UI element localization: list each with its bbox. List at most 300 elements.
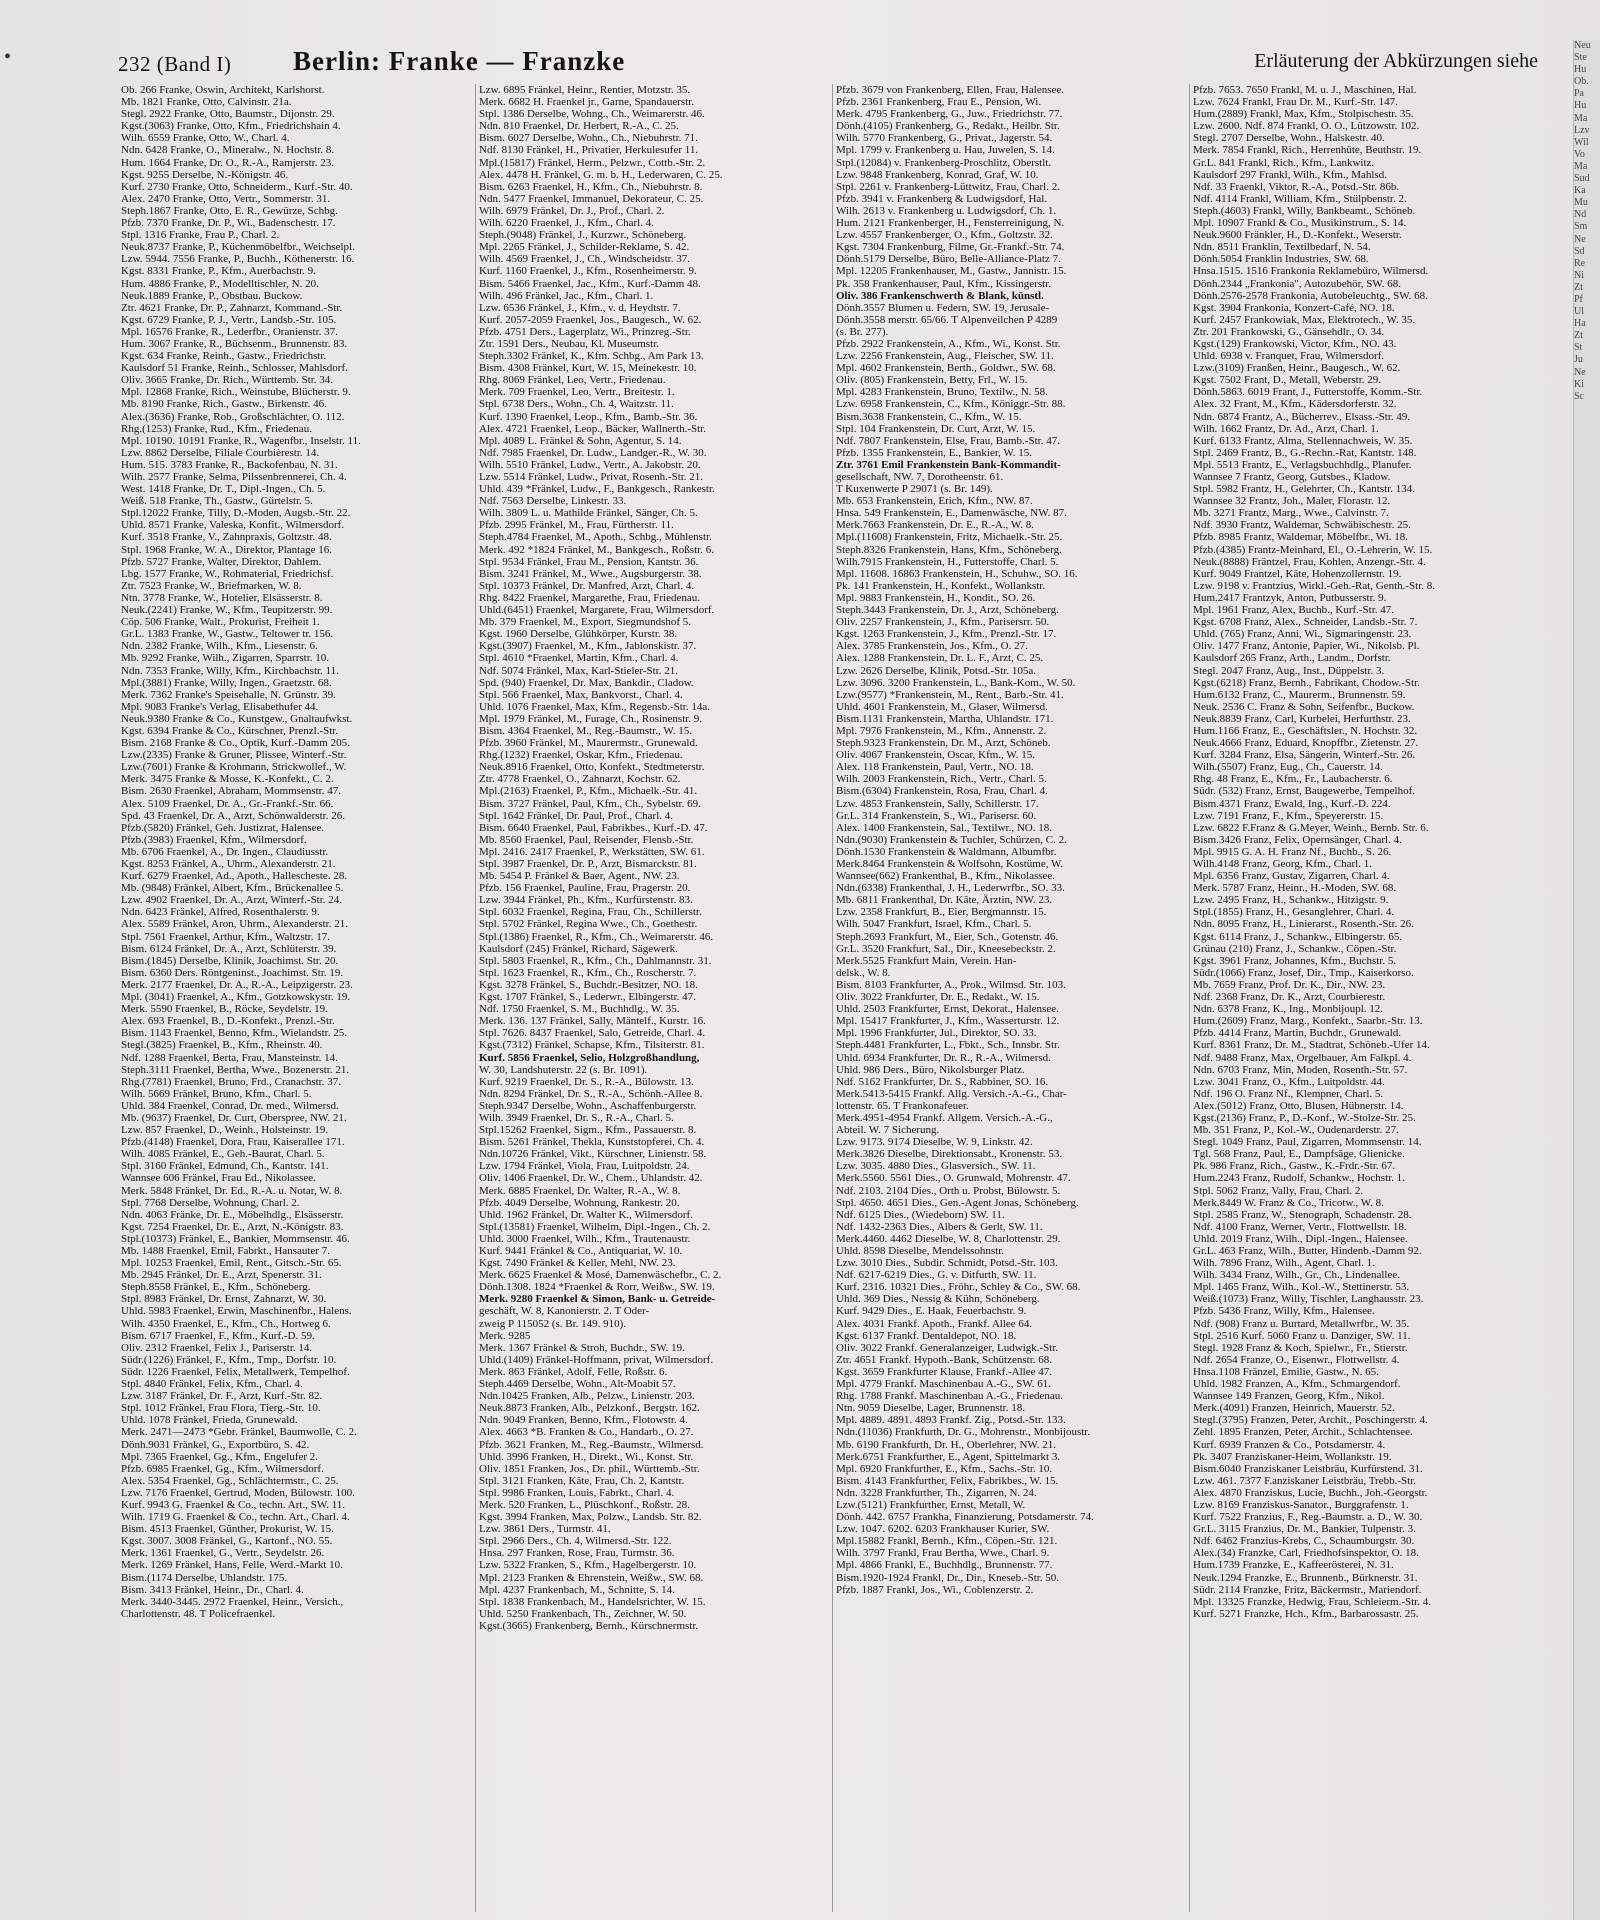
- directory-entry: Ndn. 4063 Fränke, Dr. E., Möbelhdlg., Elsässerstr.: [121, 1208, 344, 1221]
- edge-fragment: Ne: [1574, 233, 1586, 245]
- directory-entry: Bism. 1143 Fraenkel, Benno, Kfm., Wielandstr. 25.: [121, 1027, 347, 1040]
- directory-entry: Abteil. W. 7 Sicherung.: [836, 1124, 940, 1137]
- directory-entry: Oliv. 1851 Franken, Jos., Dr. phil., Württemb.-Str.: [479, 1462, 700, 1475]
- directory-entry: Ndf. (908) Franz u. Burtard, Metallwrfbr., W. 35.: [1193, 1317, 1410, 1330]
- directory-entry: Stpl.(1855) Franz, H., Gesanglehrer, Charl. 4.: [1193, 906, 1395, 919]
- directory-entry: Lzw. 4557 Frankenberger, O., Kfm., Goltzstr. 32.: [836, 229, 1053, 242]
- directory-entry: Mpl. 10907 Frankl & Co., Musikinstrum., S. 14.: [1193, 217, 1407, 230]
- directory-entry: Südr.(1226) Fränkel, F., Kfm., Tmp., Dorfstr. 10.: [121, 1353, 337, 1366]
- directory-entry: Mb. 379 Fraenkel, M., Export, Siegmundshof 5.: [479, 616, 692, 629]
- directory-entry: Mb. 6706 Fraenkel, A., Dr. Ingen., Claudiusstr.: [121, 845, 329, 858]
- edge-fragment: Sd: [1574, 245, 1585, 257]
- directory-entry: Lbg. 1577 Franke, W., Rohmaterial, Friedrichsf.: [121, 567, 334, 580]
- directory-entry: Ndn.(11036) Frankfurth, Dr. G., Mohrenstr., Monbijoustr.: [836, 1426, 1091, 1439]
- binding-hole-mark: •: [4, 46, 12, 68]
- directory-entry: Merk. 9280 Fraenkel & Simon, Bank- u. Getreide-: [479, 1293, 716, 1306]
- directory-entry: Neuk.(2241) Franke, W., Kfm., Teupitzerstr. 99.: [121, 604, 333, 617]
- directory-entry: Rhg. 8422 Fraenkel, Margarethe, Frau, Friedenau.: [479, 591, 700, 604]
- directory-entry: Mpl. 6356 Franz, Gustav, Zigarren, Charl. 4.: [1193, 870, 1390, 883]
- directory-entry: Bism.(1174 Derselbe, Uhlandstr. 175.: [121, 1571, 288, 1584]
- directory-entry: Ndf. 5074 Fränkel, Max, Karl-Stieler-Str. 21.: [479, 664, 678, 677]
- directory-entry: Uhld. 1078 Fränkel, Frieda, Grunewald.: [121, 1414, 298, 1427]
- directory-entry: Ztr. 201 Frankowski, G., Gänsehdlr., O. 34.: [1193, 325, 1385, 338]
- directory-entry: Alex. 4663 *B. Franken & Co., Handarb., O. 27.: [479, 1426, 694, 1439]
- directory-entry: Stpl. 7561 Fraenkel, Arthur, Kfm., Waltzstr. 17.: [121, 930, 330, 943]
- directory-entry: Kurf. 6279 Fraenkel, Ad., Apoth., Hallescheste. 28.: [121, 870, 348, 883]
- directory-entry: Kgst. 8253 Fränkel, A., Uhrm., Alexanderstr. 21.: [121, 858, 336, 870]
- directory-entry: zweig P 115052 (s. Br. 149. 910).: [479, 1317, 627, 1330]
- directory-entry: Südr. 2114 Franzke, Fritz, Bäckermstr., Mariendorf.: [1193, 1583, 1422, 1596]
- directory-entry: Neuk.1294 Franzke, E., Brunnenb., Bürknerstr. 31.: [1193, 1571, 1418, 1584]
- directory-entry: Steph.9347 Derselbe, Wohn., Aschaffenburgerstr.: [479, 1099, 697, 1112]
- directory-entry: Bism. 4308 Fränkel, Kurt, W. 15, Meinekestr. 10.: [479, 362, 697, 375]
- directory-entry: W. 30, Landshuterstr. 22 (s. Br. 1091).: [479, 1063, 648, 1076]
- directory-entry: Kgst. 7304 Frankenburg, Filme, Gr.-Frankf.-Str. 74.: [836, 241, 1065, 254]
- directory-entry: Lzw. 6895 Fränkel, Heinr., Rentier, Motzstr. 35.: [479, 84, 691, 96]
- directory-entry: Mb. 8190 Franke, Rich., Gastw., Birkenstr. 46.: [121, 398, 327, 411]
- directory-entry: Mpl. 13325 Franzke, Hedwig, Frau, Schleierm.-Str. 4.: [1193, 1595, 1431, 1608]
- edge-fragment: Wil: [1574, 136, 1589, 148]
- directory-entry: Rhg. 48 Franz, E., Kfm., Fr., Laubacherstr. 6.: [1193, 773, 1393, 786]
- directory-entry: delsk., W. 8.: [836, 966, 891, 979]
- directory-entry: Mb. 3271 Frantz, Marg., Wwe., Calvinstr. 7.: [1193, 507, 1389, 520]
- directory-entry: Mpl.(15817) Fränkel, Herm., Pelzwr., Cottb.-Str. 2.: [479, 156, 706, 169]
- directory-entry: Stpl. 5803 Fraenkel, R., Kfm., Ch., Dahlmannstr. 31.: [479, 954, 712, 967]
- directory-entry: Wilh.7915 Frankenstein, H., Futterstoffe, Charl. 5.: [836, 555, 1059, 568]
- directory-entry: Oliv. 386 Frankenschwerth & Blank, künstl.: [836, 289, 1044, 302]
- edge-fragment: Ju: [1574, 354, 1583, 366]
- directory-entry: Merk. 3475 Franke & Mosse, K.-Konfekt., C. 2.: [121, 773, 334, 786]
- directory-entry: Pfzb. 4049 Derselbe, Wohnung, Rankestr. 20.: [479, 1196, 680, 1209]
- directory-entry: Hum. 2121 Frankenberger, H., Fensterreinigung, N.: [836, 217, 1065, 230]
- directory-entry: Hum.6132 Franz, C., Maurerm., Brunnenstr. 59.: [1193, 688, 1406, 701]
- directory-entry: Mpl. 2123 Franken & Ehrenstein, Weißw., SW. 68.: [479, 1571, 704, 1584]
- directory-entry: Mpl. 4866 Frankl, E., Buchhdlg., Brunnenstr. 77.: [836, 1559, 1053, 1572]
- directory-entry: Stpl. 1838 Frankenbach, M., Handelsrichter, W. 15.: [479, 1595, 706, 1608]
- directory-entry: Merk. 3440-3445. 2972 Fraenkel, Heinr., Versich.,: [121, 1595, 344, 1608]
- directory-entry: Steph.1867 Franke, Otto, E. R., Gewürze, Schbg.: [121, 204, 338, 217]
- directory-entry: Merk.5413-5415 Frankf. Allg. Versich.-A.-G., Char-: [836, 1087, 1067, 1100]
- directory-entry: Merk. 9285: [479, 1329, 531, 1342]
- directory-entry: Ndn.(9030) Frankenstein & Tuchler, Schürzen, C. 2.: [836, 833, 1067, 846]
- directory-entry: Merk. 6682 H. Fraenkel jr., Garne, Spandauerstr.: [479, 96, 695, 109]
- directory-entry: Mpl. 1961 Franz, Alex, Buchb., Kurf.-Str. 47.: [1193, 604, 1395, 617]
- directory-entry: Merk. 2471—2473 *Gebr. Fränkel, Baumwolle, C. 2.: [121, 1426, 357, 1439]
- directory-entry: Stpl. 10373 Fränkel, Dr. Manfred, Arzt, Charl. 4.: [479, 579, 695, 592]
- edge-fragment: St: [1574, 342, 1583, 354]
- directory-entry: Uhld. 6938 v. Franquet, Frau, Wilmersdorf.: [1193, 350, 1385, 363]
- directory-entry: Merk. 4795 Frankenberg, G., Juw., Friedrichstr. 77.: [836, 108, 1063, 121]
- directory-entry: Neuk.9380 Franke & Co., Kunstgew., Gnaltaufwkst.: [121, 712, 353, 725]
- directory-entry: Mpl. 4283 Frankenstein, Bruno, Textilw., N. 58.: [836, 386, 1048, 399]
- directory-entry: Lzw.(7601) Franke & Krohmann, Strickwollef., W.: [121, 761, 347, 774]
- directory-entry: Hnsa.1515. 1516 Frankonia Reklamebüro, Wilmersd.: [1193, 265, 1429, 278]
- directory-entry: Lzw. 6958 Frankenstein, C., Kfm., Königgr.-Str. 88.: [836, 398, 1066, 411]
- directory-entry: Wilh. 6979 Fränkel, Dr. J., Prof., Charl. 2.: [479, 204, 665, 217]
- directory-entry: Mpl. 4779 Frankf. Maschinenbau A.-G., SW. 61.: [836, 1378, 1051, 1391]
- directory-entry: Ndn. 6428 Franke, O., Mineralw., N. Hochstr. 8.: [121, 144, 335, 157]
- directory-entry: Lzw. 3096. 3200 Frankenstein, L., Bank-Kom., W. 50.: [836, 676, 1076, 689]
- directory-entry: Stegl. 2922 Franke, Otto, Baumstr., Dijonstr. 29.: [121, 108, 335, 121]
- directory-entry: Pfzb. 5727 Franke, Walter, Direktor, Dahlem.: [121, 555, 322, 568]
- directory-entry: Kgst. 6137 Frankf. Dentaldepot, NO. 18.: [836, 1329, 1017, 1342]
- directory-entry: Kaulsdorf (245) Fränkel, Richard, Sägewerk.: [479, 942, 678, 955]
- directory-entry: Lzw. 3187 Fränkel, Dr. F., Arzt, Kurf.-Str. 82.: [121, 1390, 323, 1403]
- directory-entry: Hum.1739 Franzke, E., Kaffeerösterei, N. 31.: [1193, 1559, 1394, 1572]
- directory-entry: Dönh.5179 Derselbe, Büro, Belle-Alliance-Platz 7.: [836, 253, 1061, 266]
- directory-entry: Alex.(5012) Franz, Otto, Blusen, Hübnerstr. 14.: [1193, 1099, 1404, 1112]
- directory-entry: Oliv. 4067 Frankenstein, Oscar, Kfm., W. 15.: [836, 749, 1035, 762]
- directory-entry: Lzw. 857 Fraenkel, D., Weinh., Holsteinstr. 19.: [121, 1124, 329, 1137]
- directory-entry: Kurf. 1390 Fraenkel, Leop., Kfm., Bamb.-Str. 36.: [479, 410, 698, 423]
- directory-entry: Pfzb.(4148) Fraenkel, Dora, Frau, Kaiserallee 171.: [121, 1136, 345, 1149]
- directory-entry: (s. Br. 277).: [836, 325, 889, 338]
- directory-entry: Stpl. 2585 Franz, W., Stenograph, Schadenstr. 28.: [1193, 1208, 1412, 1221]
- directory-entry: Charlottenstr. 48. T Policefraenkel.: [121, 1607, 276, 1620]
- directory-entry: Dönh.5863. 6019 Frant, J., Futterstoffe, Komm.-Str.: [1193, 386, 1423, 399]
- directory-entry: Alex. 1288 Frankenstein, Dr. L. F., Arzt, C. 25.: [836, 652, 1044, 665]
- directory-entry: Lzw. 1047. 6202. 6203 Frankhauser Kurier, SW.: [836, 1523, 1050, 1536]
- directory-entry: Gr.L. 1383 Franke, W., Gastw., Teltower tr. 156.: [121, 628, 334, 641]
- directory-entry: Wannsee 7 Frantz, Georg, Gutsbes., Kladow.: [1193, 471, 1391, 483]
- directory-entry: Wilh.4148 Franz, Georg, Kfm., Charl. 1.: [1193, 858, 1372, 870]
- directory-entry: Dönh. 442. 6757 Frankha, Finanzierung, Potsdamerstr. 74.: [836, 1511, 1094, 1524]
- directory-entry: Stpl.(12084) v. Frankenberg-Proschlitz, Oberstlt.: [836, 156, 1052, 169]
- directory-entry: Gr.L. 3520 Frankfurt, Sal., Dir., Kneesebeckstr. 2.: [836, 942, 1056, 955]
- directory-entry: Kurf. 9943 G. Fraenkel & Co., techn. Art., SW. 11.: [121, 1498, 346, 1511]
- directory-entry: Mpl. 10190. 10191 Franke, R., Wagenfbr., Inselstr. 11.: [121, 434, 361, 447]
- directory-entry: Pfzb.(4385) Frantz-Meinhard, El., O.-Lehrerin, W. 15.: [1193, 543, 1433, 556]
- directory-entry: Ndf. 4114 Frankl, William, Kfm., Stülpbenstr. 2.: [1193, 192, 1407, 205]
- directory-entry: Pfzb. 7370 Franke, Dr. P., Wi., Badenschestr. 17.: [121, 217, 336, 230]
- directory-entry: Lzw. 7191 Franz, F., Kfm., Speyererstr. 15.: [1193, 809, 1384, 822]
- directory-entry: Ndf. 2368 Franz, Dr. K., Arzt, Courbierestr.: [1193, 991, 1386, 1004]
- directory-entry: Merk. 1269 Fränkel, Hans, Felle, Werd.-Markt 10.: [121, 1559, 343, 1572]
- directory-entry: Pfzb.(5820) Fränkel, Geh. Justizrat, Halensee.: [121, 821, 325, 834]
- directory-entry: Bism.4371 Franz, Ewald, Ing., Kurf.-D. 224.: [1193, 797, 1391, 810]
- directory-entry: Kgst.(3907) Fraenkel, M., Kfm., Jablonskistr. 37.: [479, 640, 697, 653]
- directory-entry: Dönh.3558 merstr. 65/66. T Alpenveilchen P 4289: [836, 313, 1058, 326]
- directory-entry: Steph.(9048) Fränkel, J., Kurzwr., Schöneberg.: [479, 229, 687, 242]
- directory-entry: Lzw. 6536 Fränkel, J., Kfm., v. d. Heydtstr. 7.: [479, 301, 681, 314]
- directory-entry: Kgst. 7502 Frant, D., Metall, Weberstr. 29.: [1193, 374, 1382, 387]
- directory-entry: Steph.8558 Fränkel, E., Kfm., Schöneberg.: [121, 1281, 311, 1294]
- directory-entry: Stpl.(1386) Fraenkel, R., Kfm., Ch., Weimarerstr. 46.: [479, 930, 714, 943]
- directory-entry: Kurf. 9219 Fraenkel, Dr. S., R.-A., Bülowstr. 13.: [479, 1075, 694, 1088]
- directory-entry: Stpl.15262 Fraenkel, Sigm., Kfm., Passauerstr. 8.: [479, 1124, 697, 1137]
- directory-column-3: [832, 84, 1189, 1912]
- directory-entry: Gr.L. 841 Frankl, Rich., Kfm., Lankwitz.: [1193, 156, 1375, 169]
- directory-entry: Wilh. 2613 v. Frankenberg u. Ludwigsdorf, Ch. 1.: [836, 204, 1057, 217]
- directory-entry: Merk.4460. 4462 Dieselbe, W. 8, Charlottenstr. 29.: [836, 1232, 1061, 1245]
- directory-entry: Uhld. 5983 Fraenkel, Erwin, Maschinenfbr., Halens.: [121, 1305, 352, 1318]
- directory-entry: Lzw. 3010 Dies., Subdir. Schmidt, Potsd.-Str. 103.: [836, 1257, 1058, 1270]
- edge-fragment: Neu: [1574, 40, 1591, 51]
- directory-entry: Alex. 32 Frant, M., Kfm., Kädersdorferstr. 32.: [1193, 398, 1397, 411]
- directory-entry: Alex. 3785 Frankenstein, Jos., Kfm., O. 27.: [836, 640, 1028, 653]
- directory-entry: Ndf. 7563 Derselbe, Linkestr. 33.: [479, 495, 627, 508]
- edge-fragment: Hu: [1574, 100, 1587, 112]
- directory-entry: Alex. 4721 Fraenkel, Leop., Bäcker, Wallnerth.-Str.: [479, 422, 706, 435]
- directory-entry: Alex. 5354 Fraenkel, Gg., Schlächtermstr., C. 25.: [121, 1474, 339, 1487]
- directory-entry: Bism.1920-1924 Frankl, Dr., Dir., Kneseb.-Str. 50.: [836, 1571, 1060, 1584]
- directory-entry: Pfzb. 4751 Ders., Lagerplatz, Wi., Prinzreg.-Str.: [479, 325, 691, 338]
- directory-entry: Ndn. 6423 Fränkel, Alfred, Rosenthalerstr. 9.: [121, 906, 320, 919]
- directory-column-1: [118, 84, 475, 1912]
- directory-entry: Uhld. 1982 Franzen, A., Kfm., Schmargendorf.: [1193, 1378, 1401, 1391]
- directory-entry: Mpl. 2416. 2417 Fraenkel, P., Werkstätten, SW. 61.: [479, 845, 705, 858]
- directory-entry: Wilh. 6220 Fraenkel, J., Kfm., Charl. 4.: [479, 217, 654, 230]
- directory-entry: Lzw. 3041 Franz, O., Kfm., Luitpoldstr. 44.: [1193, 1075, 1385, 1088]
- directory-entry: Uhld. 8598 Dieselbe, Mendelssohnstr.: [836, 1245, 1005, 1257]
- directory-entry: Mb. 1488 Fraenkel, Emil, Fabrkt., Hansauter 7.: [121, 1245, 330, 1257]
- directory-entry: Bism. 3241 Fränkel, M., Wwe., Augsburgerstr. 38.: [479, 567, 702, 580]
- directory-entry: Uhld. 439 *Fränkel, Ludw., F., Bankgesch., Rankestr.: [479, 483, 715, 496]
- directory-entry: Kurf. 5271 Franzke, Hch., Kfm., Barbarossastr. 25.: [1193, 1607, 1419, 1620]
- directory-entry: Mb. 351 Franz, P., Kol.-W., Oudenarderstr. 27.: [1193, 1124, 1399, 1137]
- edge-fragment: Zt: [1574, 330, 1583, 342]
- directory-entry: Oliv. 3665 Franke, Dr. Rich., Württemb. Str. 34.: [121, 374, 334, 387]
- directory-entry: Uhld. 2019 Franz, Wilh., Dipl.-Ingen., Halensee.: [1193, 1232, 1408, 1245]
- directory-entry: Merk. 5590 Fraenkel, B., Röcke, Seydelstr. 19.: [121, 1003, 328, 1016]
- directory-entry: Lzw. 3944 Fränkel, Ph., Kfm., Kurfürstenstr. 83.: [479, 894, 693, 907]
- directory-entry: Weiß.(1073) Franz, Willy, Tischler, Langhausstr. 23.: [1193, 1293, 1424, 1306]
- directory-entry: Stegl. 2047 Franz, Aug., Inst., Düppelstr. 3.: [1193, 664, 1385, 677]
- directory-entry: Wilh. 5510 Fränkel, Ludw., Vertr., A. Jakobstr. 20.: [479, 458, 701, 471]
- directory-entry: Stegl.(3825) Fraenkel, B., Kfm., Rheinstr. 40.: [121, 1039, 323, 1052]
- directory-entry: Ndn. 8294 Fränkel, Dr. S., R.-A., Schönh.-Allee 8.: [479, 1087, 703, 1100]
- directory-entry: Uhld. 2503 Frankfurter, Ernst, Dekorat., Halensee.: [836, 1003, 1059, 1016]
- directory-entry: Mpl. 4889. 4891. 4893 Frankf. Zig., Potsd.-Str. 133.: [836, 1414, 1066, 1427]
- directory-entry: Bism. 6124 Fränkel, Dr. A., Arzt, Schlüterstr. 39.: [121, 942, 337, 955]
- directory-entry: Bism. 2168 Franke & Co., Optik, Kurf.-Damm 205.: [121, 737, 350, 750]
- edge-fragment: Pa: [1574, 88, 1584, 100]
- directory-entry: T Kuxenwerte P 29071 (s. Br. 149).: [836, 483, 993, 496]
- directory-entry: Kgst.(2136) Franz, P., D.-Konf., W.-Stolze-Str. 25.: [1193, 1111, 1416, 1124]
- directory-entry: Bism. 8103 Frankfurter, A., Prok., Wilmsd. Str. 103.: [836, 978, 1066, 991]
- directory-entry: Kgst. 1263 Frankenstein, J., Kfm., Prenzl.-Str. 17.: [836, 628, 1057, 641]
- directory-entry: Lzw. 4853 Frankenstein, Sally, Schillerstr. 17.: [836, 797, 1039, 810]
- directory-entry: Pfzb. 1887 Frankl, Jos., Wi., Coblenzerstr. 2.: [836, 1583, 1034, 1596]
- directory-entry: Lzw. 4902 Fraenkel, Dr. A., Arzt, Winterf.-Str. 24.: [121, 894, 343, 907]
- edge-fragment: Ha: [1574, 318, 1586, 330]
- page-number: 232 (Band I): [118, 52, 232, 76]
- directory-entry: Stegl. 1049 Franz, Paul, Zigarren, Mommsenstr. 14.: [1193, 1136, 1422, 1149]
- directory-entry: Südr. 1226 Fraenkel, Felix, Metallwerk, Tempelhof.: [121, 1365, 350, 1378]
- directory-entry: Bism. 6640 Fraenkel, Paul, Fabrikbes., Kurf.-D. 47.: [479, 821, 708, 834]
- directory-entry: Ztr. 4778 Fraenkel, O., Zahnarzt, Kochstr. 62.: [479, 773, 681, 786]
- directory-entry: West. 1418 Franke, Dr. T., Dipl.-Ingen., Ch. 5.: [121, 483, 326, 496]
- directory-entry: Bism.(1845) Derselbe, Klinik, Joachimst. Str. 20.: [121, 954, 339, 967]
- directory-entry: Kurf. 8361 Franz, Dr. M., Stadtrat, Schöneb.-Ufer 14.: [1193, 1039, 1430, 1052]
- directory-entry: Merk.3826 Dieselbe, Direktionsabt., Kronenstr. 53.: [836, 1148, 1063, 1161]
- directory-entry: Dönh.5054 Franklin Industries, SW. 68.: [1193, 253, 1369, 266]
- directory-entry: Kgst. 7254 Fraenkel, Dr. E., Arzt, N.-Königstr. 83.: [121, 1220, 344, 1233]
- directory-entry: Ndn. 8095 Franz, H., Linierarst., Rosenth.-Str. 26.: [1193, 918, 1414, 931]
- page-title: Berlin: Franke — Franzke: [293, 46, 626, 76]
- directory-entry: Ndf. 8130 Fränkel, H., Privatier, Herkulesufer 11.: [479, 144, 699, 157]
- directory-column-4: [1189, 84, 1546, 1912]
- directory-entry: Kaulsdorf 297 Frankl, Wilh., Kfm., Mahlsd.: [1193, 168, 1387, 181]
- directory-entry: Mpl. 7976 Frankenstein, M., Kfm., Annenstr. 2.: [836, 724, 1047, 737]
- directory-entry: Neuk.8873 Franken, Alb., Pelzkonf., Bergstr. 162.: [479, 1402, 700, 1415]
- directory-entry: Hum. 515. 3783 Franke, R., Backofenbau, N. 31.: [121, 458, 338, 471]
- directory-entry: Bism.3426 Franz, Felix, Opernsänger, Charl. 4.: [1193, 833, 1402, 846]
- directory-entry: Neuk.(8888) Fräntzel, Frau, Kohlen, Anzengr.-Str. 4.: [1193, 555, 1426, 568]
- directory-entry: Ndn. 8511 Franklin, Textilbedarf, N. 54.: [1193, 241, 1371, 254]
- edge-fragment: Ob.: [1574, 76, 1589, 88]
- directory-entry: Alex. 1400 Frankenstein, Sal., Textilwr., NO. 18.: [836, 821, 1052, 834]
- directory-entry: Mb. 653 Frankenstein, Erich, Kfm., NW. 87.: [836, 495, 1033, 508]
- directory-entry: Rhg. 1788 Frankf. Maschinenbau A.-G., Friedenau.: [836, 1390, 1063, 1403]
- edge-fragment: Ma: [1574, 112, 1588, 124]
- directory-entry: Lzw.(9577) *Frankenstein, M., Rent., Barb.-Str. 41.: [836, 688, 1064, 701]
- directory-entry: Stpl. 1012 Fränkel, Frau Flora, Tierg.-Str. 10.: [121, 1402, 321, 1415]
- directory-entry: Kgst. 3994 Franken, Max, Polzw., Landsb. Str. 82.: [479, 1511, 702, 1524]
- directory-entry: Pfzb. 8985 Frantz, Waldemar, Möbelfbr., Wi. 18.: [1193, 531, 1409, 544]
- directory-entry: Alex. 2470 Franke, Otto, Vertr., Sommerstr. 31.: [121, 192, 331, 205]
- directory-entry: Stpl. 8983 Fränkel, Dr. Ernst, Zahnarzt, W. 30.: [121, 1293, 327, 1306]
- directory-entry: Wilh. 1719 G. Fraenkel & Co., techn. Art., Charl. 4.: [121, 1511, 350, 1524]
- directory-entry: Bism. 6717 Fraenkel, F., Kfm., Kurf.-D. 59.: [121, 1329, 315, 1342]
- directory-entry: Kgst. 3659 Frankfurter Klause, Frankf.-Allee 47.: [836, 1365, 1052, 1378]
- directory-entry: Mpl.15882 Frankl, Bernh., Kfm., Cöpen.-Str. 121.: [836, 1535, 1058, 1548]
- directory-entry: Alex. 4870 Franziskus, Lucie, Buchh., Joh.-Georgstr.: [1193, 1486, 1428, 1499]
- directory-entry: Alex.(34) Franzke, Carl, Friedhofsinspektor, O. 18.: [1193, 1547, 1419, 1560]
- directory-entry: Merk. 1361 Fraenkel, G., Vertr., Seydelstr. 26.: [121, 1547, 325, 1560]
- directory-entry: Kurf. 2457 Frankowiak, Max, Elektrotech., W. 35.: [1193, 313, 1416, 326]
- directory-entry: Stpl. 3121 Franken, Käte, Frau, Ch. 2, Kantstr.: [479, 1474, 685, 1487]
- directory-entry: Mpl. 5513 Frantz, E., Verlagsbuchhdlg., Planufer.: [1193, 458, 1412, 471]
- directory-entry: Kgst. 634 Franke, Reinh., Gastw., Friedrichstr.: [121, 350, 327, 363]
- directory-entry: Kgst. 8331 Franke, P., Kfm., Auerbachstr. 9.: [121, 265, 316, 278]
- directory-entry: Ndf. 2103. 2104 Dies., Orth u. Probst, Bülowstr. 5.: [836, 1184, 1061, 1197]
- directory-entry: Steph.4784 Fraenkel, M., Apoth., Schbg., Mühlenstr.: [479, 531, 712, 544]
- directory-entry: Ztr. 4621 Franke, Dr. P., Zahnarzt, Kommand.-Str.: [121, 301, 343, 314]
- directory-entry: Kurf. 9441 Fränkel & Co., Antiquariat, W. 10.: [479, 1245, 683, 1257]
- directory-entry: Merk. 7362 Franke's Speisehalle, N. Grünstr. 39.: [121, 688, 336, 701]
- directory-entry: Bism. 2630 Fraenkel, Abraham, Mommsenstr. 47.: [121, 785, 341, 798]
- directory-entry: Merk.8449 W. Franz & Co., Tricotw., W. 8.: [1193, 1196, 1384, 1209]
- directory-entry: Uhld.(1409) Fränkel-Hoffmann, privat, Wilmersdorf.: [479, 1353, 714, 1366]
- directory-entry: Wilh. 3809 L. u. Mathilde Fränkel, Sänger, Ch. 5.: [479, 507, 698, 520]
- directory-entry: Mb. 6190 Frankfurth, Dr. H., Oberlehrer, NW. 21.: [836, 1438, 1057, 1451]
- directory-entry: Ndn. 7353 Franke, Willy, Kfm., Kirchbachstr. 11.: [121, 664, 339, 677]
- directory-entry: Pfzb. 156 Fraenkel, Pauline, Frau, Pragerstr. 20.: [479, 882, 691, 895]
- directory-entry: Wilh. 6559 Franke, Otto, W., Charl. 4.: [121, 132, 290, 145]
- directory-entry: Lzw. 2600. Ndf. 874 Frankl, O. O., Lützowstr. 102.: [1193, 120, 1420, 133]
- directory-entry: Lzw. 461. 7377 F.anziskaner Leistbräu, Trebb.-Str.: [1193, 1474, 1416, 1487]
- directory-entry: Rhg.(1232) Fraenkel, Oskar, Kfm., Friedenau.: [479, 749, 683, 762]
- directory-entry: Bism.(6304) Frankenstein, Rosa, Frau, Charl. 4.: [836, 785, 1048, 798]
- directory-entry: Uhld. 6934 Frankfurter, Dr. R., R.-A., Wilmersd.: [836, 1051, 1051, 1064]
- directory-entry: Stegl.(3795) Franzen, Peter, Archit., Poschingerstr. 4.: [1193, 1414, 1428, 1427]
- directory-entry: Wilh. 4085 Fränkel, E., Geh.-Baurat, Charl. 5.: [121, 1148, 325, 1161]
- directory-entry: Pfzb. 2922 Frankenstein, A., Kfm., Wi., Konst. Str.: [836, 337, 1061, 350]
- directory-entry: Pfzb. 3960 Fränkel, M., Maurermstr., Grunewald.: [479, 737, 698, 750]
- directory-entry: Stpl. 9534 Fränkel, Frau M., Pension, Kantstr. 36.: [479, 555, 699, 568]
- directory-entry: Spd. (940) Fraenkel, Dr. Max, Bankdir., Cladow.: [479, 676, 694, 689]
- directory-entry: Ndf. 9488 Franz, Max, Orgelbauer, Am Falkpl. 4.: [1193, 1051, 1412, 1064]
- directory-entry: Ndn.10425 Franken, Alb., Pelzw., Linienstr. 203.: [479, 1390, 695, 1403]
- directory-entry: Steph.(4603) Frankl, Willy, Bankbeamt., Schöneb.: [1193, 204, 1416, 217]
- directory-entry: Mpl. 4602 Frankenstein, Berth., Goldwr., SW. 68.: [836, 362, 1056, 375]
- directory-entry: Wilh. 4569 Fraenkel, J., Ch., Windscheidstr. 37.: [479, 253, 690, 266]
- directory-entry: Ndn.10726 Fränkel, Vikt., Kürschner, Linienstr. 58.: [479, 1148, 707, 1161]
- edge-fragment: Ne: [1574, 366, 1586, 378]
- directory-entry: Mpl. 15417 Frankfurter, J., Kfm., Wasserturstr. 12.: [836, 1015, 1060, 1028]
- directory-entry: Mpl. 11608. 16863 Frankenstein, H., Schuhw., SO. 16.: [836, 567, 1078, 580]
- directory-entry: Weiß. 518 Franke, Th., Gastw., Gürtelstr. 5.: [121, 495, 313, 508]
- edge-fragment: Nd: [1574, 209, 1587, 221]
- directory-entry: Hnsa. 297 Franken, Rose, Frau, Turmstr. 36.: [479, 1547, 675, 1560]
- directory-entry: geschäft, W. 8, Kanonierstr. 2. T Oder-: [479, 1305, 650, 1318]
- directory-entry: Wilh. 4350 Fraenkel, E., Kfm., Ch., Hortweg 6.: [121, 1317, 331, 1330]
- directory-entry: Rhg.(1253) Franke, Rud., Kfm., Friedenau.: [121, 422, 312, 435]
- directory-entry: Mpl.(2163) Fraenkel, P., Kfm., Michaelk.-Str. 41.: [479, 785, 698, 798]
- directory-entry: Bism. 4143 Frankfurther, Felix, Fabrikbes., W. 15.: [836, 1474, 1059, 1487]
- directory-entry: Stpl. 7768 Derselbe, Wohnung, Charl. 2.: [121, 1196, 300, 1209]
- directory-entry: Mpl. 4089 L. Fränkel & Sohn, Agentur, S. 14.: [479, 434, 682, 447]
- directory-entry: Oliv. 3022 Frankf. Generalanzeiger, Ludwigk.-Str.: [836, 1341, 1059, 1354]
- edge-fragment: Ste: [1574, 52, 1587, 64]
- directory-entry: Mb. 9292 Franke, Wilh., Zigarren, Sparrstr. 10.: [121, 652, 330, 665]
- directory-entry: Stpl. 5982 Frantz, H., Gelehrter, Ch., Kantstr. 134.: [1193, 483, 1415, 496]
- directory-entry: Hum.(2889) Frankl, Max, Kfm., Stolpischestr. 35.: [1193, 108, 1414, 121]
- directory-column-2: [475, 84, 832, 1912]
- directory-entry: Lzw. 7176 Fraenkel, Gertrud, Moden, Bülowstr. 100.: [121, 1486, 355, 1499]
- directory-entry: Merk. 520 Franken, L., Plüschkonf., Roßstr. 28.: [479, 1498, 690, 1511]
- directory-entry: Lzw.(3109) Franßen, Heinr., Baugesch., W. 62.: [1193, 362, 1401, 375]
- directory-entry: Kurf. 2316. 10321 Dies., Fröhr., Schley & Co., SW. 68.: [836, 1281, 1081, 1294]
- directory-entry: Kaulsdorf 265 Franz, Arth., Landm., Dorfstr.: [1193, 652, 1391, 665]
- directory-entry: Lzw. 2358 Frankfurt, B., Eier, Bergmannstr. 15.: [836, 906, 1047, 919]
- directory-entry: Ndf. 1432-2363 Dies., Albers & Gerlt, SW. 11.: [836, 1220, 1043, 1233]
- directory-entry: Grünau (210) Franz, J., Schankw., Cöpen.-Str.: [1193, 942, 1397, 955]
- directory-entry: Bism.1131 Frankenstein, Martha, Uhlandstr. 171.: [836, 712, 1054, 725]
- directory-entry: Bism. 3727 Fränkel, Paul, Kfm., Ch., Sybelstr. 69.: [479, 797, 701, 810]
- directory-entry: Kgst. 6729 Franke, P. J., Vertr., Landsb.-Str. 105.: [121, 313, 337, 326]
- directory-entry: Gr.L. 314 Frankenstein, S., Wi., Parisersr. 60.: [836, 809, 1037, 822]
- directory-entry: Stpl. 1642 Fränkel, Dr. Paul, Prof., Charl. 4.: [479, 809, 674, 822]
- directory-entry: Stpl.(10373) Fränkel, E., Bankier, Mommsenstr. 46.: [121, 1232, 350, 1245]
- directory-entry: Rhg. 8069 Fränkel, Leo, Vertr., Friedenau.: [479, 374, 666, 387]
- edge-fragment: Pf: [1574, 293, 1583, 305]
- edge-fragment: Lzv: [1574, 124, 1590, 136]
- directory-entry: Stpl. 5702 Fränkel, Regina Wwe., Ch., Goethestr.: [479, 918, 698, 931]
- directory-entry: Neuk. 2536 C. Franz & Sohn, Seifenfbr., Buckow.: [1193, 700, 1415, 713]
- directory-entry: Pfzb. 3621 Franken, M., Reg.-Baumstr., Wilmersd.: [479, 1438, 704, 1451]
- directory-entry: Dönh.2344 „Frankonia", Autozubehör, SW. 68.: [1193, 277, 1402, 290]
- directory-entry: Lzw. 9173. 9174 Dieselbe, W. 9, Linkstr. 42.: [836, 1136, 1033, 1149]
- directory-entry: Lzw. 9198 v. Frantzius, Wirkl.-Geh.-Rat, Genth.-Str. 8.: [1193, 579, 1436, 592]
- directory-entry: Stpl. 1316 Franke, Frau P., Charl. 2.: [121, 229, 280, 242]
- edge-fragment: Re: [1574, 257, 1586, 269]
- directory-entry: Ztr. 1591 Ders., Neubau, Kl. Museumstr.: [479, 337, 659, 350]
- directory-entry: Neuk.8839 Franz, Carl, Kurbelei, Herfurthstr. 23.: [1193, 712, 1411, 725]
- directory-entry: Bism. 6360 Ders. Röntgeninst., Joachimst. Str. 19.: [121, 966, 344, 979]
- directory-entry: Neuk.9600 Fränkler, H., D.-Konfekt., Weserstr.: [1193, 229, 1402, 242]
- directory-entry: Kgst. 6708 Franz, Alex., Schneider, Landsb.-Str. 7.: [1193, 616, 1418, 629]
- edge-fragment: Mu: [1574, 197, 1588, 209]
- directory-entry: Uhld. 369 Dies., Nessig & Kühn, Schöneberg.: [836, 1293, 1040, 1306]
- directory-entry: Merk. 6885 Fraenkel, Dr. Walter, R.-A., W. 8.: [479, 1184, 681, 1197]
- directory-entry: Ztr. 4651 Frankf. Hypoth.-Bank, Schützenstr. 68.: [836, 1353, 1053, 1366]
- directory-entry: Hum.(2609) Franz, Marg., Konfekt., Saarbr.-Str. 13.: [1193, 1015, 1423, 1028]
- directory-entry: Stpl.(13581) Fraenkel, Wilhelm, Dipl.-Ingen., Ch. 2.: [479, 1220, 711, 1233]
- directory-entry: Alex. 5589 Fränkel, Aron, Uhrm., Alexanderstr. 21.: [121, 918, 348, 931]
- directory-entry: Uhld. 384 Fraenkel, Conrad, Dr. med., Wilmersd.: [121, 1099, 339, 1112]
